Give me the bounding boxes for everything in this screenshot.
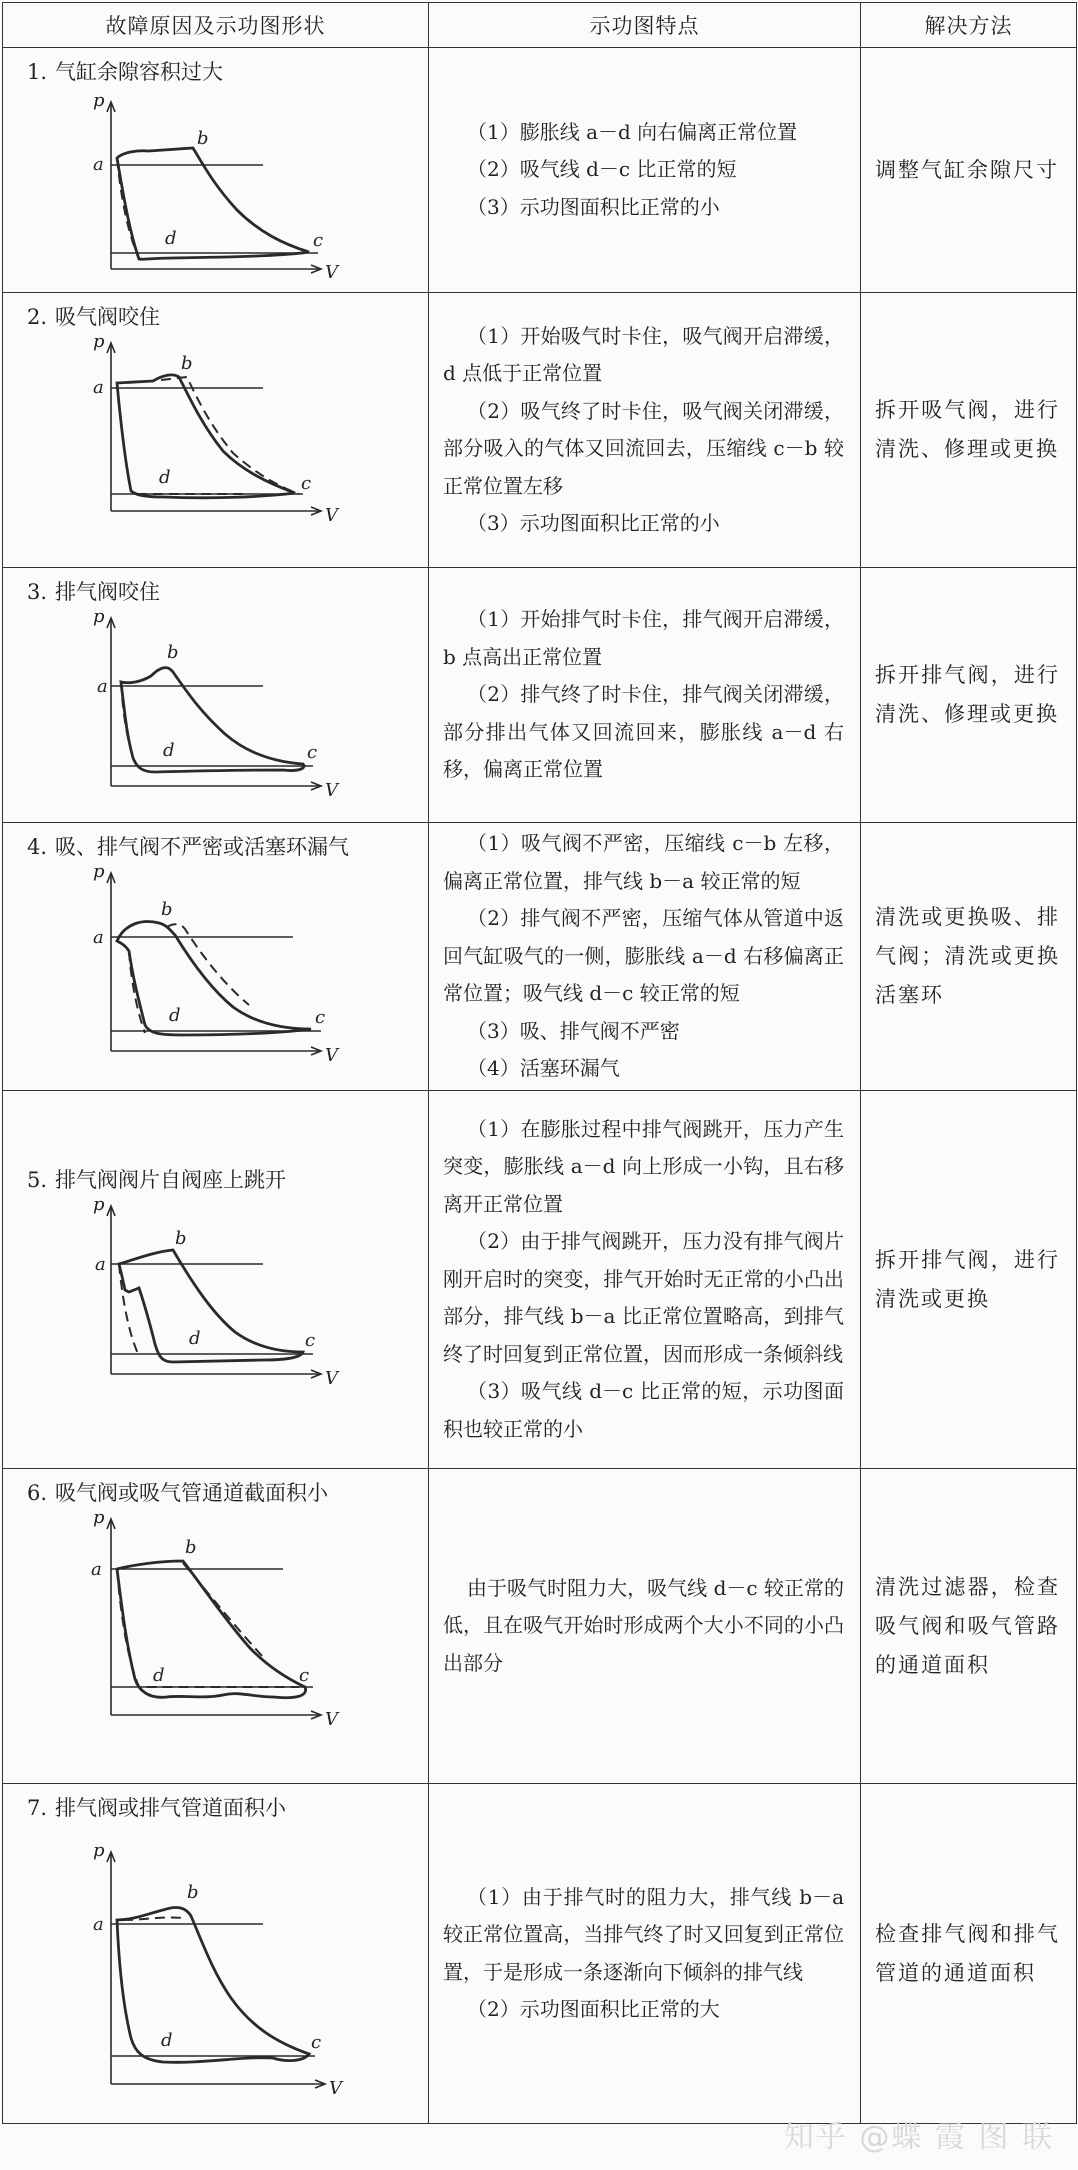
v-axis-label: V (325, 262, 338, 283)
table-header-row (3, 3, 1077, 48)
features-cell (429, 1091, 861, 1469)
features-list: （1）开始吸气时卡住，吸气阀开启滞缓，d 点低于正常位置 （2）吸气终了时卡住，吸气阀关闭滞缓，部分吸入的气体又回流回去，压缩线 c－b 较正常位置左移 （3）示功图面积比正常的小 (443, 323, 844, 535)
solution-cell (861, 1469, 1077, 1784)
pv-diagram (63, 606, 363, 806)
point-b-label: b (197, 128, 209, 149)
cause-cell (3, 293, 429, 568)
point-c-label: c (307, 742, 318, 763)
features-list: 由于吸气时阻力大，吸气线 d－c 较正常的低，且在吸气开始时形成两个大小不同的小凸出部分 (443, 1575, 844, 1675)
solution-cell (861, 48, 1077, 293)
v-axis-label: V (325, 1045, 338, 1066)
normal-curve (129, 924, 249, 1033)
watermark: 知乎 @蝶 霞 图 联 (783, 2120, 1054, 2155)
features-cell (429, 823, 861, 1091)
v-axis-label: V (329, 2078, 342, 2099)
pv-diagram (63, 861, 363, 1073)
point-c-label: c (301, 473, 312, 494)
table-row (3, 823, 1077, 1091)
features-list: （1）在膨胀过程中排气阀跳开，压力产生突变，膨胀线 a－d 向上形成一小钩，且右移离开正常位置 （2）由于排气阀跳开，压力没有排气阀片刚开启时的突变，排气开始时无正常的小凸出部分，排气线 b－a 比正常位置略高，到排气终了时回复到正常位置，因而形成一条倾斜线 （3）吸气线 d－c 比正常的短，示功图面积也较正常的小 (443, 1116, 844, 1441)
header-features: 示功图特点 (429, 3, 861, 48)
indicator-curve (117, 922, 311, 1035)
p-axis-label: p (93, 1840, 105, 1861)
solution-text: 拆开排气阀，进行清洗、修理或更换 (875, 663, 1060, 726)
cause-title: 4. 吸、排气阀不严密或活塞环漏气 (27, 835, 350, 859)
solution-cell (861, 568, 1077, 823)
solution-text: 拆开吸气阀，进行清洗、修理或更换 (875, 398, 1060, 461)
table-row (3, 293, 1077, 568)
header-solution: 解决方法 (861, 3, 1077, 48)
indicator-curve (121, 668, 304, 772)
point-d-label: d (165, 228, 177, 249)
header-cause: 故障原因及示功图形状 (3, 3, 429, 48)
point-d-label: d (189, 1327, 201, 1349)
p-axis-label: p (93, 861, 105, 882)
cause-cell (3, 823, 429, 1091)
point-a-label: a (93, 1914, 104, 1935)
p-axis-label: p (93, 90, 105, 111)
table-row (3, 48, 1077, 293)
table-row (3, 1784, 1077, 2124)
features-cell (429, 48, 861, 293)
pv-diagram (63, 1836, 363, 2106)
solution-cell (861, 1091, 1077, 1469)
solution-text: 清洗过滤器，检查吸气阀和吸气管路的通道面积 (875, 1574, 1060, 1677)
features-cell (429, 1784, 861, 2124)
table-row (3, 568, 1077, 823)
cause-cell (3, 568, 429, 823)
point-c-label: c (313, 230, 324, 251)
point-b-label: b (167, 642, 179, 663)
point-c-label: c (299, 1665, 310, 1686)
point-a-label: a (91, 1559, 102, 1580)
cause-title: 5. 排气阀阀片自阀座上跳开 (27, 1167, 287, 1192)
cause-title: 7. 排气阀或排气管道面积小 (27, 1796, 287, 1820)
solution-text: 检查排气阀和排气管道的通道面积 (875, 1921, 1060, 1985)
pv-diagram (63, 1194, 363, 1394)
point-a-label: a (95, 1253, 106, 1275)
p-axis-label: p (93, 331, 105, 352)
point-a-label: a (97, 676, 108, 697)
point-a-label: a (93, 154, 104, 175)
table-row (3, 1469, 1077, 1784)
cause-cell (3, 1784, 429, 2124)
cause-cell (3, 1091, 429, 1469)
p-axis-label: p (93, 1507, 105, 1528)
features-cell (429, 1469, 861, 1784)
point-c-label: c (315, 1007, 326, 1028)
pv-diagram (63, 1507, 363, 1737)
point-d-label: d (159, 467, 171, 488)
solution-text: 清洗或更换吸、排气阀；清洗或更换活塞环 (875, 905, 1060, 1007)
solution-cell (861, 1784, 1077, 2124)
p-axis-label: p (93, 606, 105, 627)
features-list: （1）开始排气时卡住，排气阀开启滞缓，b 点高出正常位置 （2）排气终了时卡住，排气阀关闭滞缓，部分排出气体又回流回来，膨胀线 a－d 右移，偏离正常位置 (443, 607, 844, 782)
indicator-curve (117, 1908, 309, 2063)
solution-text: 拆开排气阀，进行清洗或更换 (875, 1247, 1060, 1311)
pv-diagram (63, 331, 363, 531)
cause-title: 3. 排气阀咬住 (27, 580, 161, 604)
point-d-label: d (169, 1005, 181, 1026)
v-axis-label: V (325, 780, 338, 801)
p-axis-label: p (93, 1193, 105, 1215)
point-b-label: b (181, 353, 193, 374)
fault-table (2, 2, 1077, 2124)
features-cell (429, 568, 861, 823)
features-list: （1）由于排气时的阻力大，排气线 b－a 较正常位置高，当排气终了时又回复到正常位置，于是形成一条逐渐向下倾斜的排气线 （2）示功图面积比正常的大 (443, 1884, 844, 2021)
cause-title: 1. 气缸余隙容积过大 (27, 60, 224, 84)
pv-diagram (63, 86, 363, 286)
indicator-curve (117, 375, 295, 498)
features-list: （1）膨胀线 a－d 向右偏离正常位置 （2）吸气线 d－c 比正常的短 （3）示功图面积比正常的小 (467, 119, 798, 219)
point-b-label: b (161, 899, 173, 920)
features-cell (429, 293, 861, 568)
indicator-curve (119, 1250, 303, 1362)
point-a-label: a (93, 927, 104, 948)
point-d-label: d (153, 1665, 165, 1686)
v-axis-label: V (325, 1367, 338, 1389)
v-axis-label: V (325, 1709, 338, 1730)
cause-title: 6. 吸气阀或吸气管通道截面积小 (27, 1481, 329, 1505)
point-b-label: b (187, 1882, 199, 1903)
cause-cell (3, 48, 429, 293)
features-list: （1）吸气阀不严密，压缩线 c－b 左移，偏离正常位置，排气线 b－a 较正常的短 （2）排气阀不严密，压缩气体从管道中返回气缸吸气的一侧，膨胀线 a－d 右移偏离正常位置；吸气线 d－c 较正常的短 （3）吸、排气阀不严密 （4）活塞环漏气 (443, 831, 844, 1081)
point-d-label: d (163, 740, 175, 761)
table-row (3, 1091, 1077, 1469)
point-b-label: b (175, 1227, 187, 1249)
cause-cell (3, 1469, 429, 1784)
point-d-label: d (161, 2030, 173, 2051)
solution-cell (861, 293, 1077, 568)
indicator-curve (117, 1561, 306, 1698)
solution-cell (861, 823, 1077, 1091)
point-c-label: c (305, 1329, 316, 1351)
cause-title: 2. 吸气阀咬住 (27, 305, 161, 329)
point-c-label: c (311, 2032, 322, 2053)
solution-text: 调整气缸余隙尺寸 (875, 157, 1059, 182)
point-a-label: a (93, 377, 104, 398)
v-axis-label: V (325, 505, 338, 526)
point-b-label: b (185, 1537, 197, 1558)
